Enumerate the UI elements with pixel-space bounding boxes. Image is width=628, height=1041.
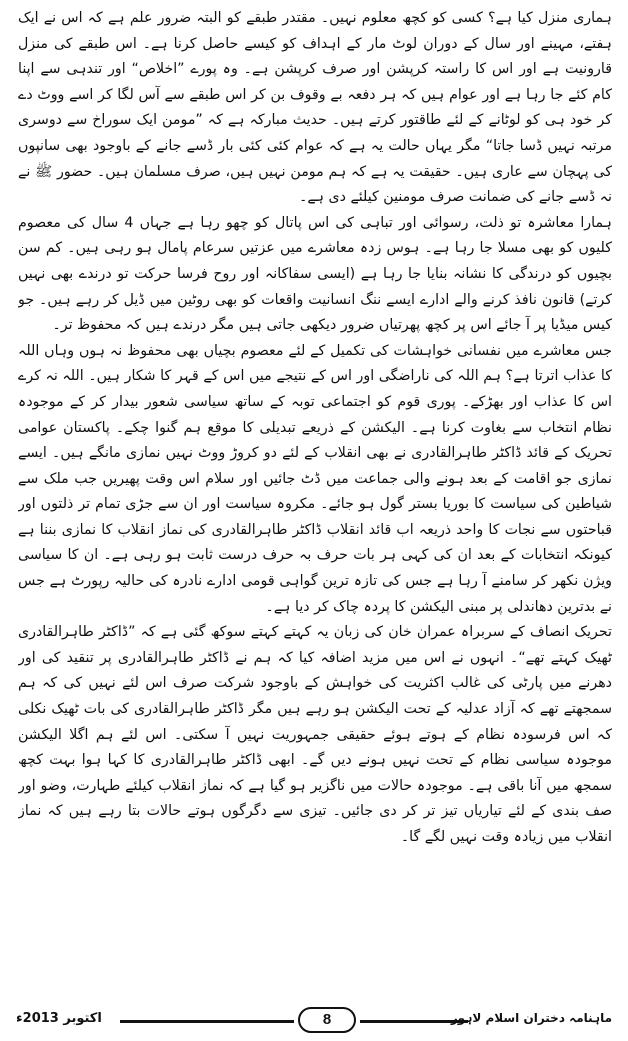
magazine-name: ماہنامہ دختران اسلام لاہور [450, 1011, 612, 1025]
footer-rule-left [120, 1020, 294, 1023]
issue-date: اکتوبر 2013ء [16, 1011, 102, 1026]
paragraph-2: ہمارا معاشرہ تو ذلت، رسوائی اور تباہی کی اس پاتال کو چھو رہا ہے جہاں 4 سال کی معصوم کلیوں کو بھی مسلا جا رہا ہے۔ ہوس زدہ معاشرے میں عزتیں سرعام پامال ہو رہی ہیں۔ کم سن بچیوں کو درندگی کا نشانہ بنایا جا رہا ہے (ایسی سفاکانہ اور روح فرسا حرکت تو درندے بھی نہیں کرتے) قانون نافذ کرنے والے ادارے ایسے ننگ انسانیت واقعات کو بھی روٹین میں ڈیل کر رہے ہیں۔ جو کیس میڈیا پر آ جائے اس پر کچھ پھرتیاں ضرور دیکھی جاتی ہیں مگر درندے ہیں کہ محفوظ تر۔ [18, 214, 612, 334]
page-number: 8 [298, 1007, 356, 1033]
article-body [18, 6, 612, 986]
paragraph-4: تحریک انصاف کے سربراہ عمران خان کی زبان یہ کہتے کہتے سوکھ گئی ہے کہ ”ڈاکٹر طاہرالقادری ٹھیک کہتے تھے“۔ انہوں نے اس میں مزید اضافہ کیا کہ ہم نے ڈاکٹر طاہرالقادری پر تنقید کی اور دھرنے میں پارٹی کی غالب اکثریت کی خواہش کے باوجود شرکت صرف اس لئے نہیں کی کہ ہم سمجھتے تھے کہ آزاد عدلیہ کے تحت الیکشن ہو رہے ہیں مگر ڈاکٹر طاہرالقادری کی بات ٹھیک نکلی کہ اس فرسودہ نظام کے ہوتے ہوئے حقیقی جمہوریت نہیں آ سکتی۔ اس لئے ہم اگلا الیکشن موجودہ سیاسی نظام کے تحت نہیں ہونے دیں گے۔ ابھی ڈاکٹر طاہرالقادری کا کہا ہوا بہت کچھ سمجھ میں آنا باقی ہے۔ موجودہ حالات میں ناگزیر ہو گیا ہے کہ نماز انقلاب کیلئے طہارت، وضو اور صف بندی کے لئے تیاریاں تیز تر کر دی جائیں۔ تیزی سے دگرگوں ہوتے حالات بتا رہے ہیں کہ نماز انقلاب میں زیادہ وقت نہیں لگے گا۔ [18, 624, 612, 845]
paragraph-3: جس معاشرے میں نفسانی خواہشات کی تکمیل کے لئے معصوم بچیاں بھی محفوظ نہ ہوں وہاں اللہ کا عذاب اترتا ہے؟ ہم اللہ کی ناراضگی اور اس کے نتیجے میں اس کے قہر کا شکار ہیں۔ اللہ نہ کرے اس کا عذاب اور بھڑکے۔ پوری قوم کو اجتماعی توبہ کے ساتھ سیاسی شعور بیدار کر کے موجودہ نظام انتخاب سے بغاوت کرنا ہے۔ الیکشن کے ذریعے تبدیلی کا موقع ہم گنوا چکے۔ پاکستان عوامی تحریک کے قائد ڈاکٹر طاہرالقادری نے بھی انقلاب کے لئے دو کروڑ ووٹ نہیں نمازی مانگے ہیں۔ ایسے نمازی جو اقامت کے بعد ہونے والی جماعت میں ڈٹ جائیں اور سلام اس وقت پھیریں جب ملک سے شیاطین کی سیاست کا بوریا بستر گول ہو جائے۔ مکروہ سیاست اور ان سے جڑی تمام تر ذلتوں اور قباحتوں سے نجات کا واحد ذریعہ اب قائد انقلاب ڈاکٹر طاہرالقادری کی نماز انقلاب کا نمازی بننا ہے کیونکہ انتخابات کے بعد ان کی کہی ہر بات حرف بہ حرف درست ثابت ہو رہی ہے۔ ان کا سیاسی ویژن نکھر کر سامنے آ رہا ہے جس کی تازہ ترین گواہی قومی ادارے نادرہ کی حالیہ رپورٹ ہے جس نے بدترین دھاندلی پر مبنی الیکشن کا پردہ چاک کر دیا ہے۔ [18, 342, 612, 615]
page-footer [14, 1006, 614, 1036]
paragraph-1: ہماری منزل کیا ہے؟ کسی کو کچھ معلوم نہیں۔ مقتدر طبقے کو البتہ ضرور علم ہے کہ اس نے ایک ہفتے، مہینے اور سال کے دوران لوٹ مار کے اہداف کو کیسے حاصل کرنا ہے۔ اس طبقے کی منزل قارونیت ہے اور اس کا راستہ کرپشن اور صرف کرپشن ہے۔ وہ پورے ”اخلاص“ اور تندہی سے اپنا کام کئے جا رہا ہے اور عوام ہیں کہ ہر دفعہ بے وقوف بن کر اس طبقے سے آس لگا کر اسے ووٹ دے کر خود ہی کو لوٹانے کے لئے طاقتور کرتے ہیں۔ حدیث مبارکہ ہے کہ ”مومن ایک سوراخ سے دوسری مرتبہ نہیں ڈسا جاتا“ مگر یہاں حالت یہ ہے کہ عوام کئی کئی بار ڈسے جانے کے باوجود بھی سانپوں کی پہچان سے عاری ہیں۔ حقیقت یہ ہے کہ ہم مومن نہیں ہیں، صرف مسلمان ہیں۔ حضور ﷺ نے نہ ڈسے جانے کی ضمانت صرف مومنین کیلئے دی ہے۔ [18, 10, 612, 206]
